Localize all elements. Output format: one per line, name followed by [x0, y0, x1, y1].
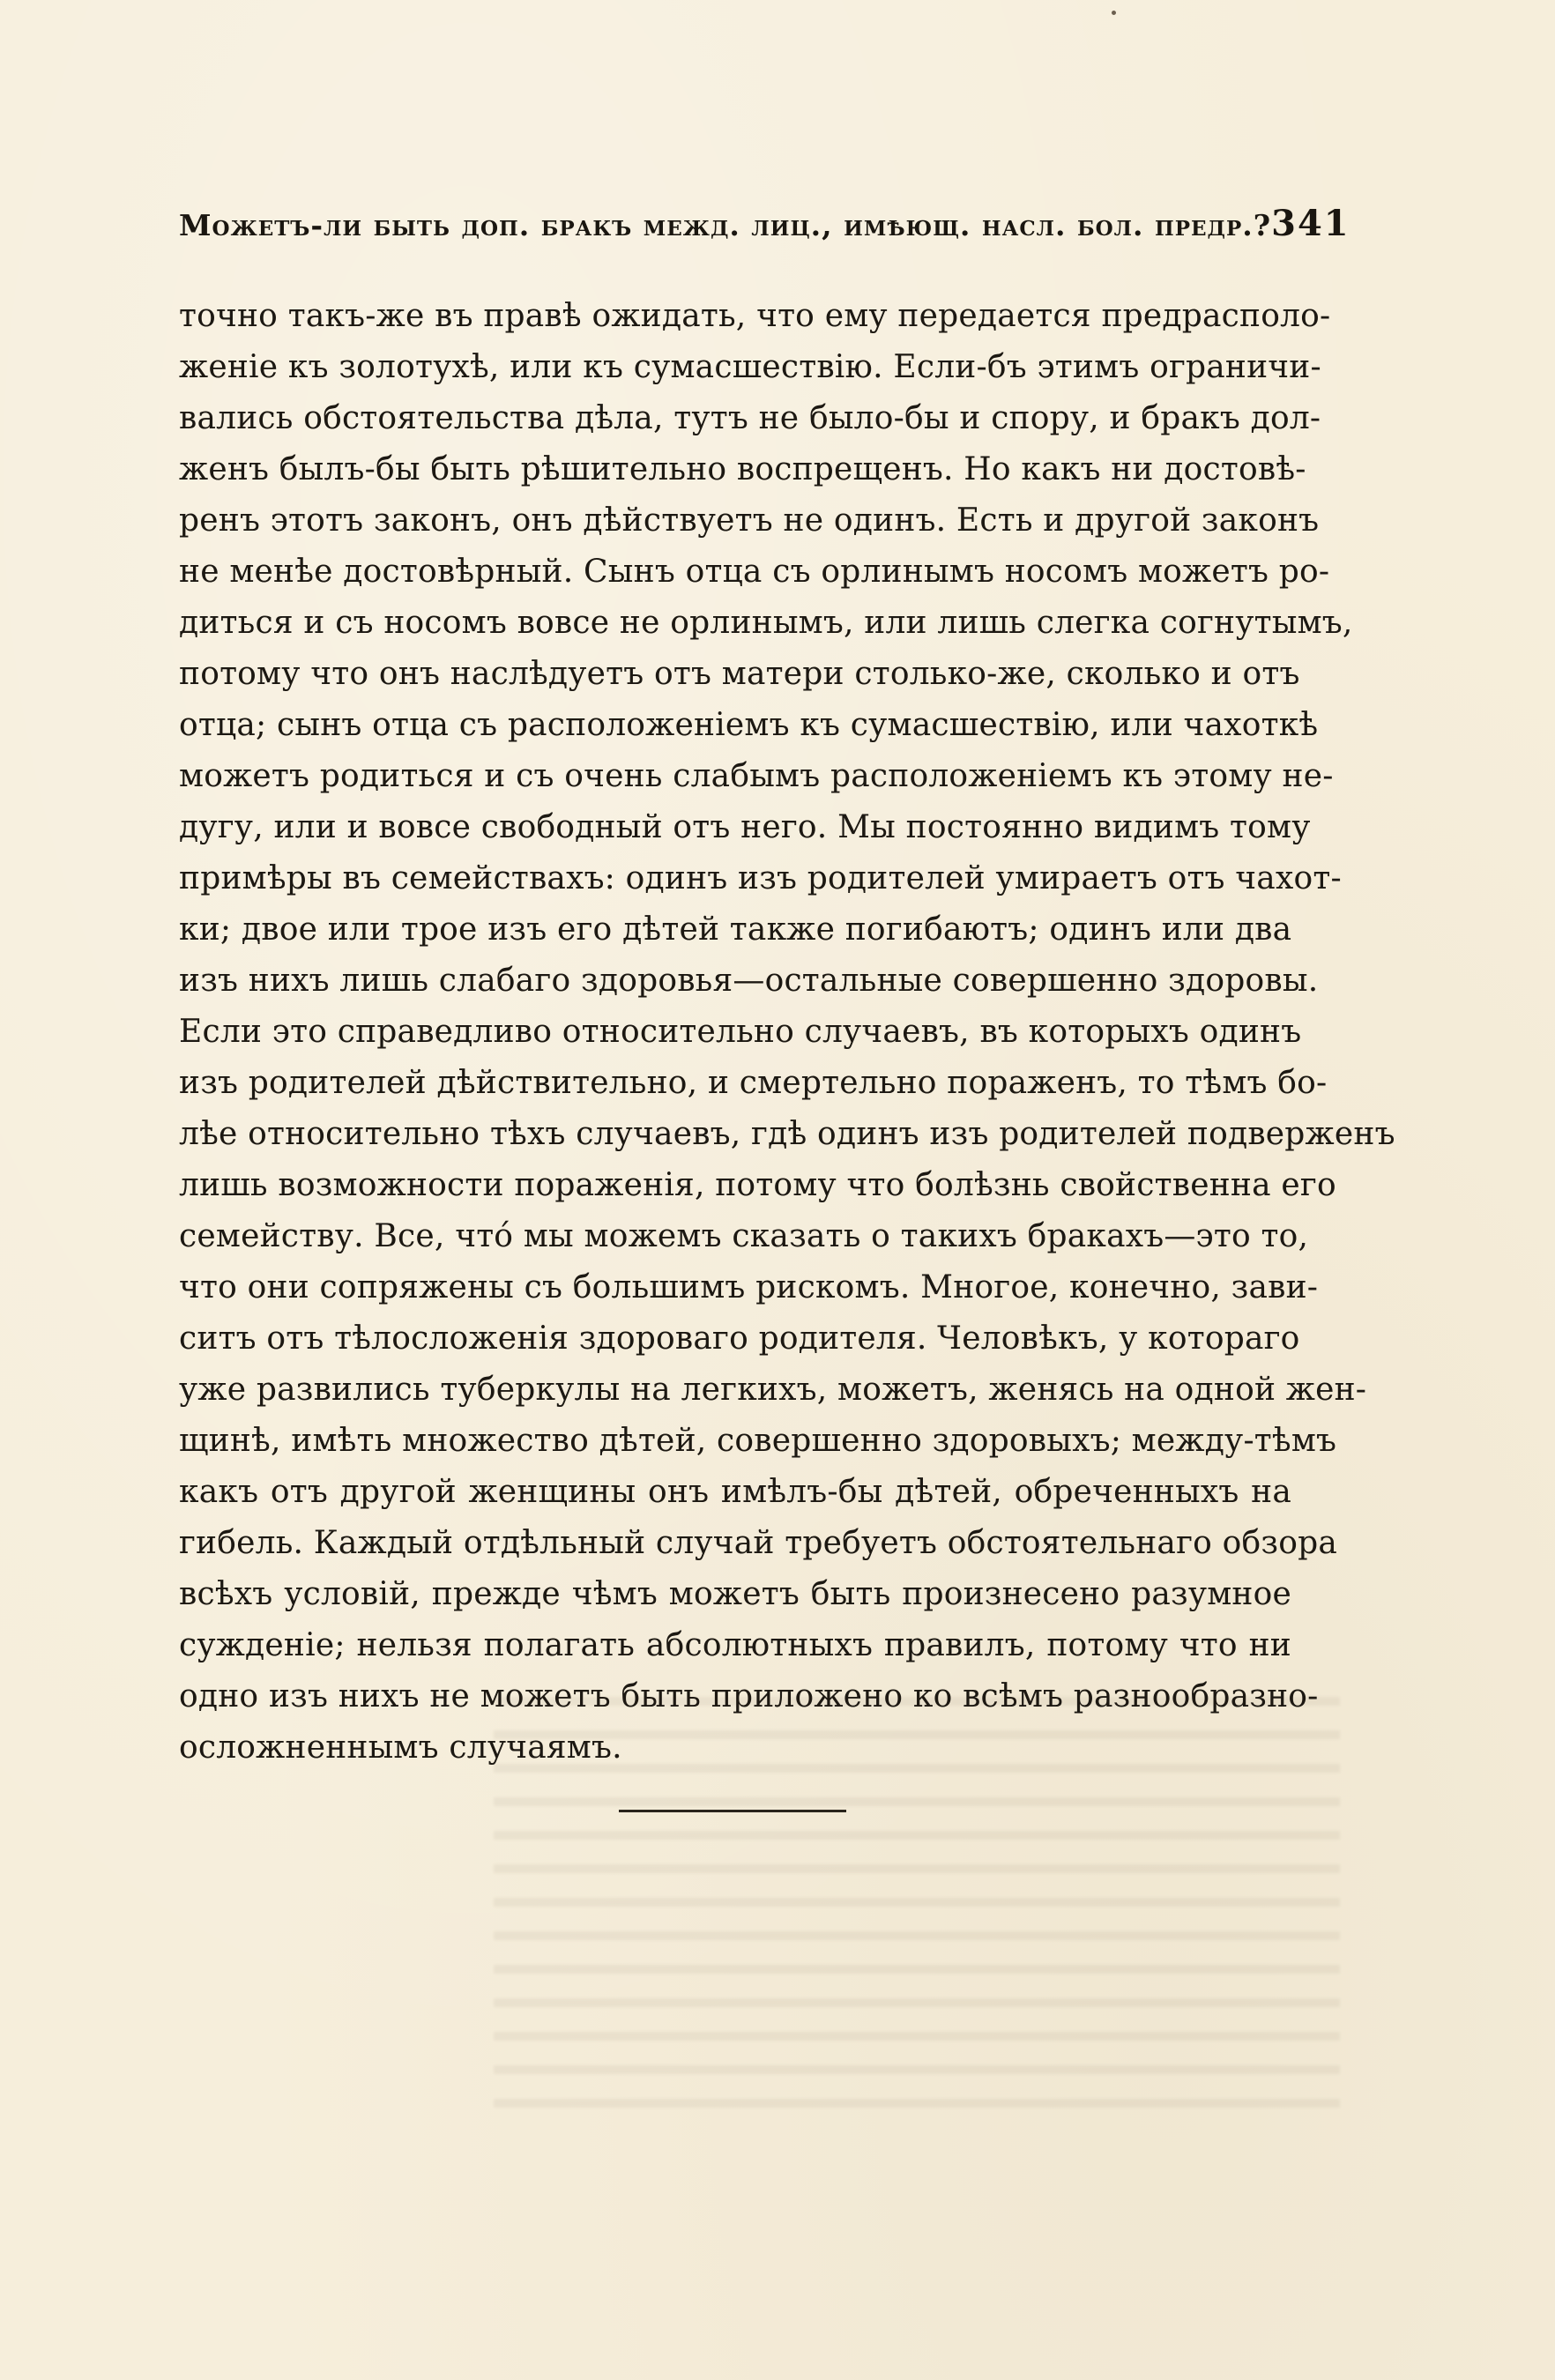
- text-line: можетъ родиться и съ очень слабымъ расположеніемъ къ этому не-: [179, 758, 1334, 794]
- text-line: осложненнымъ случаямъ.: [179, 1729, 622, 1766]
- running-head: [179, 203, 1350, 244]
- text-line: дугу, или и вовсе свободный отъ него. Мы постоянно видимъ тому: [179, 809, 1311, 845]
- running-title: Можетъ-ли быть доп. бракъ межд. лиц., имѣющ. насл. бол. предр.?: [179, 208, 1272, 242]
- text-line: вались обстоятельства дѣла, тутъ не было-бы и спору, и бракъ дол-: [179, 400, 1321, 436]
- text-line: уже развились туберкулы на легкихъ, можетъ, женясь на одной жен-: [179, 1372, 1367, 1408]
- text-line: потому что онъ наслѣдуетъ отъ матери столько-же, сколько и отъ: [179, 656, 1300, 692]
- body-text: [179, 291, 1395, 1774]
- text-line: какъ отъ другой женщины онъ имѣлъ-бы дѣтей, обреченныхъ на: [179, 1474, 1291, 1510]
- page-number: 341: [1271, 203, 1350, 244]
- text-line: изъ родителей дѣйствительно, и смертельно пораженъ, то тѣмъ бо-: [179, 1065, 1328, 1101]
- text-line: ки; двое или трое изъ его дѣтей также погибаютъ; одинъ или два: [179, 911, 1292, 948]
- section-end-rule: [619, 1810, 846, 1812]
- text-line: точно такъ-же въ правѣ ожидать, что ему передается предрасполо-: [179, 298, 1331, 334]
- text-line: отца; сынъ отца съ расположеніемъ къ сумасшествію, или чахоткѣ: [179, 707, 1319, 743]
- text-line: ситъ отъ тѣлосложенія здороваго родителя. Человѣкъ, у котораго: [179, 1320, 1300, 1357]
- text-line: женіе къ золотухѣ, или къ сумасшествію. Если-бъ этимъ ограничи-: [179, 349, 1321, 385]
- text-line: всѣхъ условій, прежде чѣмъ можетъ быть произнесено разумное: [179, 1576, 1291, 1612]
- text-line: что они сопряжены съ большимъ рискомъ. Многое, конечно, зави-: [179, 1269, 1319, 1305]
- text-line: сужденіе; нельзя полагать абсолютныхъ правилъ, потому что ни: [179, 1627, 1291, 1663]
- text-line: не менѣе достовѣрный. Сынъ отца съ орлинымъ носомъ можетъ ро-: [179, 554, 1330, 590]
- text-line: щинѣ, имѣть множество дѣтей, совершенно здоровыхъ; между-тѣмъ: [179, 1423, 1337, 1459]
- text-line: изъ нихъ лишь слабаго здоровья—остальные совершенно здоровы.: [179, 963, 1319, 999]
- text-line: примѣры въ семействахъ: одинъ изъ родителей умираетъ отъ чахот-: [179, 860, 1342, 896]
- text-line: диться и съ носомъ вовсе не орлинымъ, или лишь слегка согнутымъ,: [179, 605, 1353, 641]
- text-line: ренъ этотъ законъ, онъ дѣйствуетъ не одинъ. Есть и другой законъ: [179, 502, 1320, 539]
- text-line: одно изъ нихъ не можетъ быть приложено ко всѣмъ разнообразно-: [179, 1678, 1319, 1714]
- text-line: гибель. Каждый отдѣльный случай требуетъ обстоятельнаго обзора: [179, 1525, 1338, 1561]
- text-line: лишь возможности пораженія, потому что болѣзнь свойственна его: [179, 1167, 1336, 1203]
- text-line: Если это справедливо относительно случаевъ, въ которыхъ одинъ: [179, 1014, 1302, 1050]
- text-line: женъ былъ-бы быть рѣшительно воспрещенъ. Но какъ ни достовѣ-: [179, 451, 1306, 487]
- ink-speck: [1112, 11, 1116, 15]
- text-line: лѣе относительно тѣхъ случаевъ, гдѣ одинъ изъ родителей подверженъ: [179, 1116, 1395, 1152]
- text-line: семейству. Все, что́ мы можемъ сказать о такихъ бракахъ—это то,: [179, 1218, 1309, 1254]
